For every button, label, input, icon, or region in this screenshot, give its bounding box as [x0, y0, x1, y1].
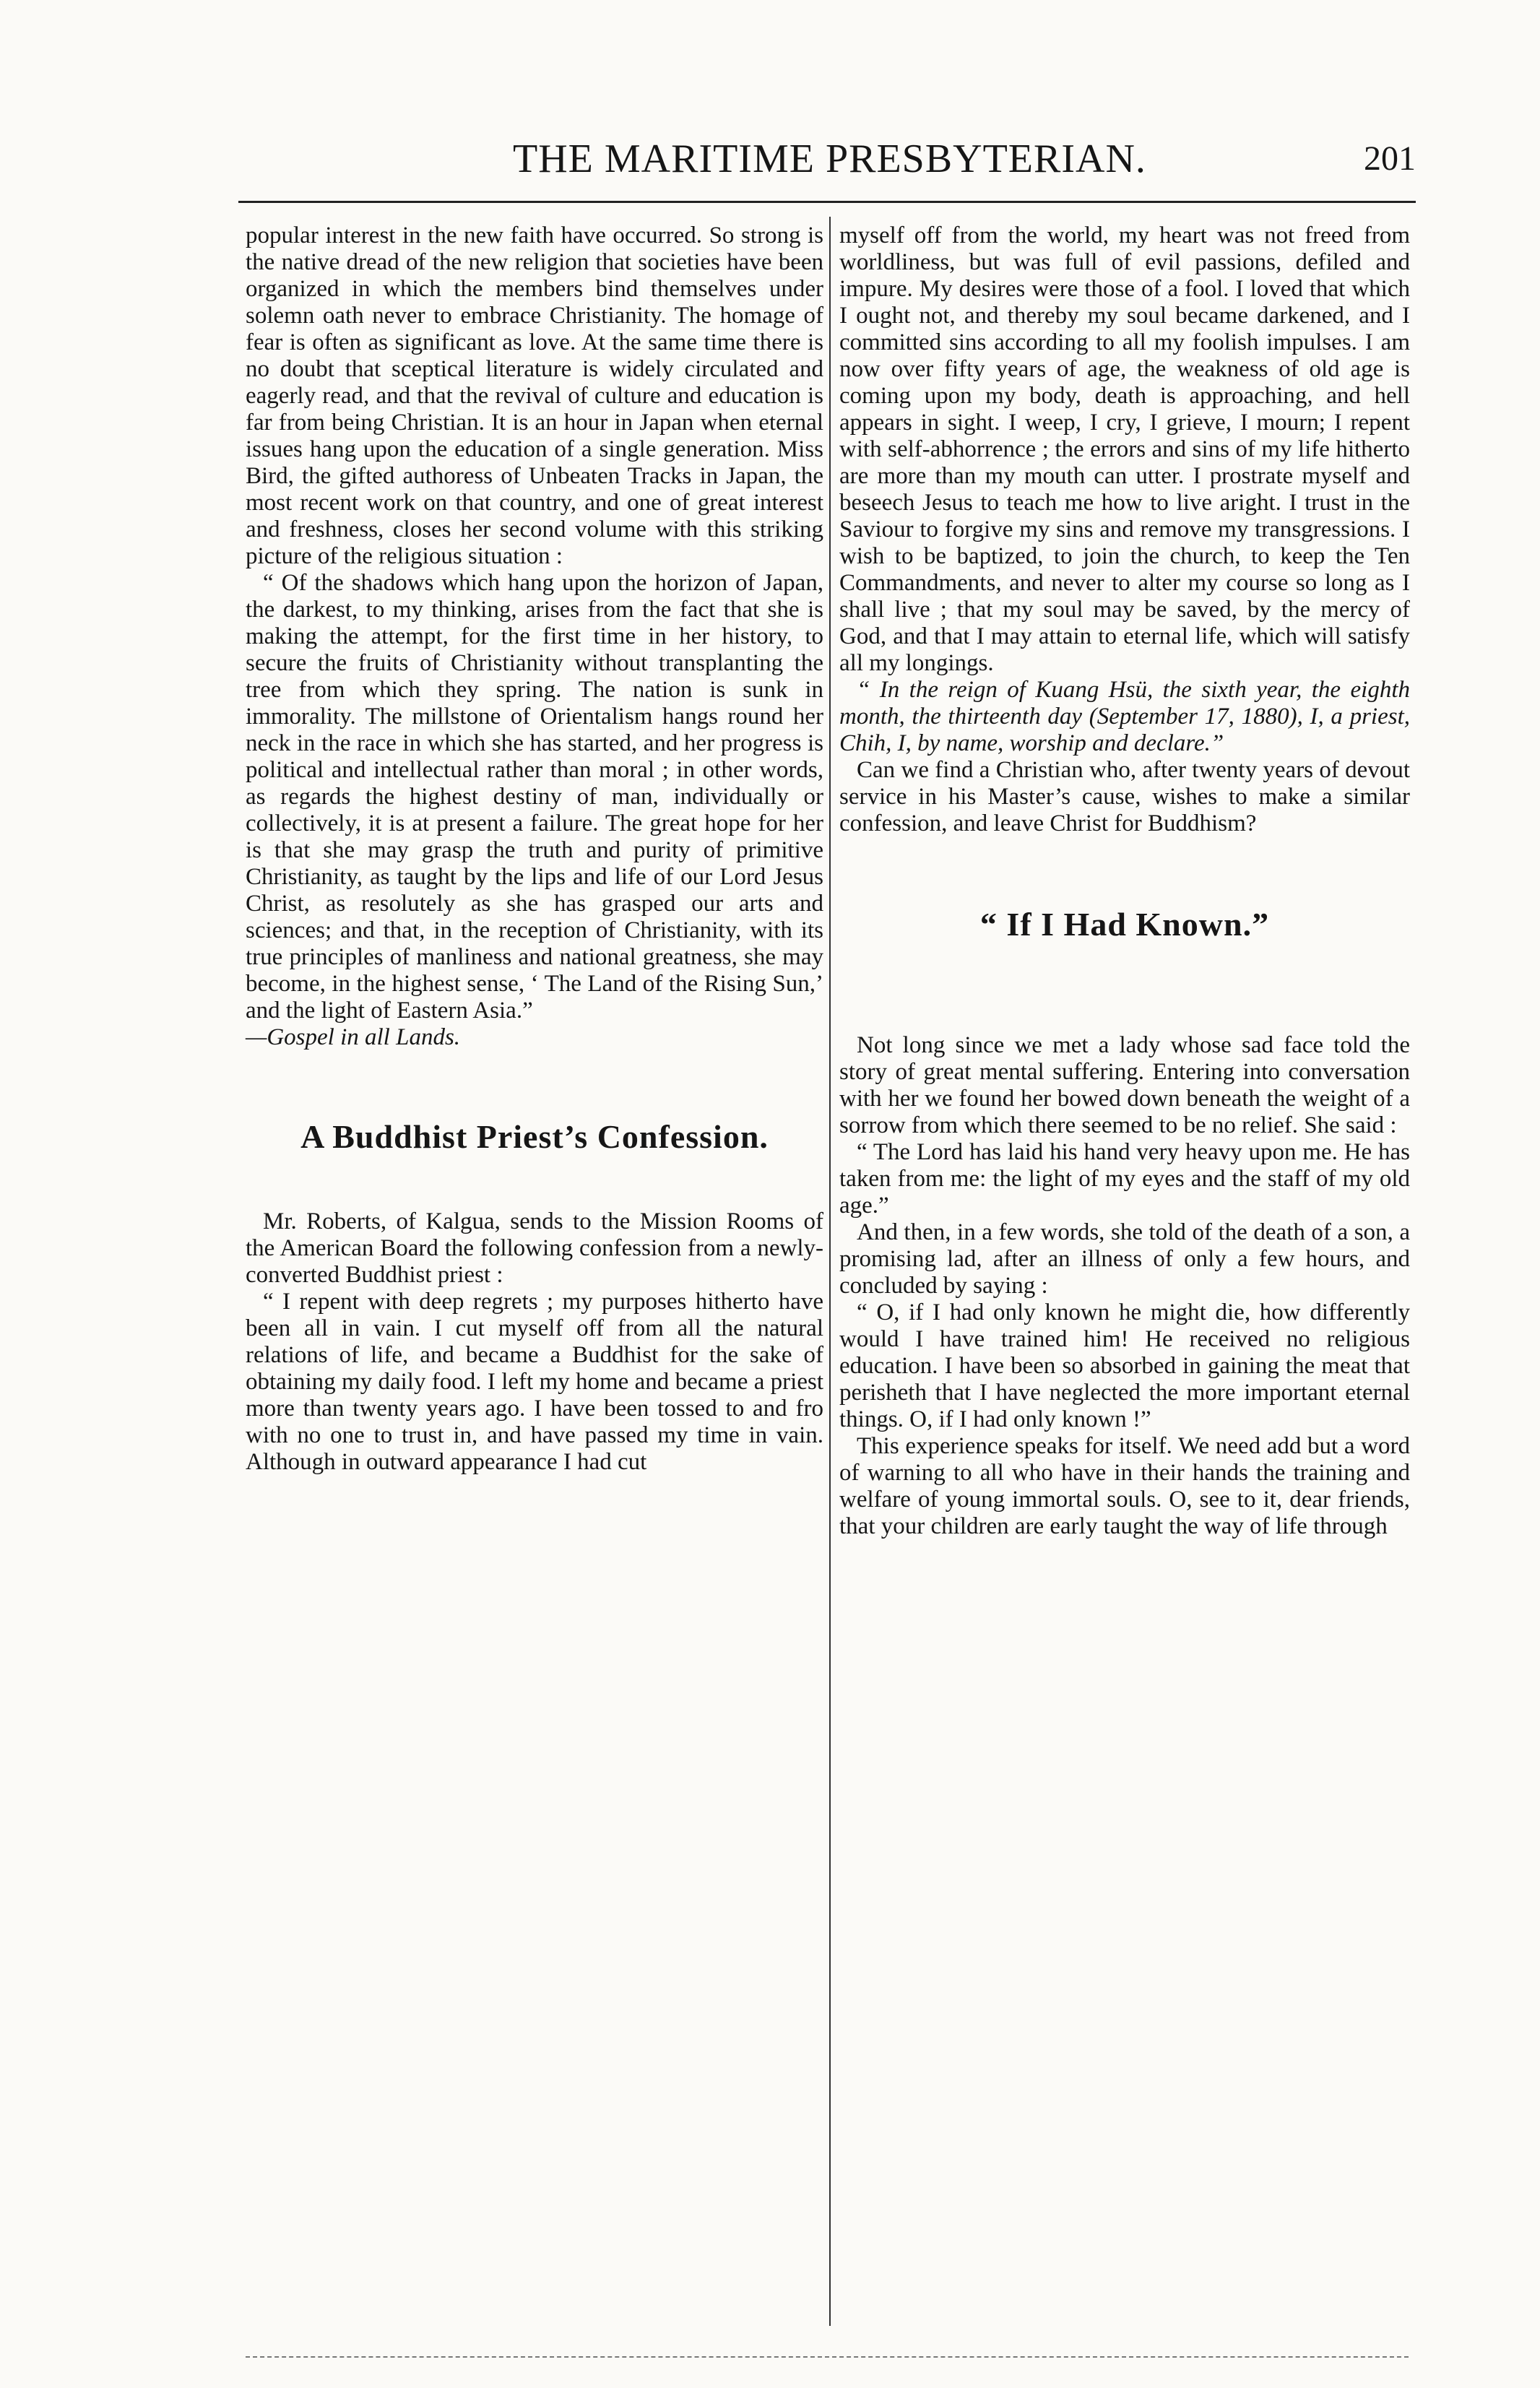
- confession-date-line: “ In the reign of Kuang Hsü, the sixth year, the eighth month, the thirteenth day (September 17, 1880), I, a priest, Chih, I, by name, worship and declare.”: [839, 677, 1410, 756]
- confession-continuation: myself off from the world, my heart was not freed from worldliness, but was full of evil passions, defiled and impure. My desires were those of a fool. I loved that which I ought not, and thereby my soul became darkened, and I committed sins according to all my foolish impulses. I am now over fifty years of age, the weakness of old age is coming upon my body, death is approaching, and hell appears in sight. I weep, I cry, I grieve, I mourn; I repent with self-abhorrence ; the errors and sins of my life hitherto are more than my mouth can utter. I prostrate myself and beseech Jesus to teach me how to live aright. I trust in the Saviour to forgive my sins and remove my transgressions. I wish to be baptized, to join the church, to keep the Ten Commandments, and never to alter my course so long as I shall live ; that my soul may be saved, by the mercy of God, and that I may attain to eternal life, which will satisfy all my longings.: [839, 222, 1410, 676]
- lady-quote: “ The Lord has laid his hand very heavy upon me. He has taken from me: the light of my eyes and the staff of my old age.”: [839, 1139, 1410, 1219]
- buddhist-confession-heading: A Buddhist Priest’s Confession.: [300, 1118, 769, 1155]
- header-rule: [238, 201, 1416, 203]
- left-column: [246, 222, 823, 1476]
- if-i-had-known-heading: “ If I Had Known.”: [979, 906, 1270, 943]
- son-death-paragraph: And then, in a few words, she told of the death of a son, a promising lad, after an illness of only a few hours, and concluded by saying :: [839, 1219, 1410, 1299]
- running-head: [238, 136, 1416, 186]
- confession-text: “ I repent with deep regrets ; my purposes hitherto have been all in vain. I cut myself off from all the natural relations of life, and became a Buddhist for the sake of obtaining my daily food. I left my home and became a priest more than twenty years ago. I have been tossed to and fro with no one to trust in, and have passed my time in vain. Although in outward appearance I had cut: [246, 1289, 823, 1475]
- story-intro: Not long since we met a lady whose sad face told the story of great mental suffering. Entering into conversation with her we found her bowed down beneath the weight of a sorrow from which there seemed to be no relief. She said :: [839, 1032, 1410, 1138]
- regret-quote: “ O, if I had only known he might die, how differently would I have trained him! He received no religious education. I have been so absorbed in gaining the meat that perisheth that I have neglected the more important eternal things. O, if I had only known !”: [839, 1299, 1410, 1432]
- column-divider: [829, 217, 831, 2326]
- right-column: [839, 222, 1410, 1540]
- page-number: 201: [1364, 139, 1416, 178]
- confession-intro: Mr. Roberts, of Kalgua, sends to the Mission Rooms of the American Board the following confession from a newly-converted Buddhist priest :: [246, 1208, 823, 1288]
- warning-paragraph: This experience speaks for itself. We need add but a word of warning to all who have in their hands the training and welfare of young immortal souls. O, see to it, dear friends, that your children are early taught the way of life through: [839, 1433, 1410, 1539]
- publication-title: THE MARITIME PRESBYTERIAN.: [513, 137, 1146, 181]
- closing-question: Can we find a Christian who, after twenty years of devout service in his Master’s cause, wishes to make a similar confession, and leave Christ for Buddhism?: [839, 757, 1410, 836]
- bird-quotation: “ Of the shadows which hang upon the horizon of Japan, the darkest, to my thinking, arises from the fact that she is making the attempt, for the first time in her history, to secure the fruits of Christianity without transplanting the tree from which they spring. The nation is sunk in immorality. The millstone of Orientalism hangs round her neck in the race in which she has started, and her progress is political and intellectual rather than moral ; in other words, as regards the highest destiny of man, individually or collectively, it is at present a failure. The great hope for her is that she may grasp the truth and purity of primitive Christianity, as taught by the lips and life of our Lord Jesus Christ, as resolutely as she has grasped our arts and sciences; and that, in the reception of Christianity, with its true principles of manliness and national greatness, she may become, in the highest sense, ‘ The Land of the Rising Sun,’ and the light of Eastern Asia.”: [246, 570, 823, 1024]
- bottom-rule: [246, 2356, 1409, 2359]
- article-continuation: popular interest in the new faith have occurred. So strong is the native dread of the new religion that societies have been organized in which the members bind themselves under solemn oath never to embrace Christianity. The homage of fear is often as significant as love. At the same time there is no doubt that sceptical literature is widely circulated and eagerly read, and that the revival of culture and education is far from being Christian. It is an hour in Japan when eternal issues hang upon the education of a single generation. Miss Bird, the gifted authoress of Unbeaten Tracks in Japan, the most recent work on that country, and one of great interest and freshness, closes her second volume with this striking picture of the religious situation :: [246, 222, 823, 569]
- source-credit: —Gospel in all Lands.: [246, 1024, 461, 1050]
